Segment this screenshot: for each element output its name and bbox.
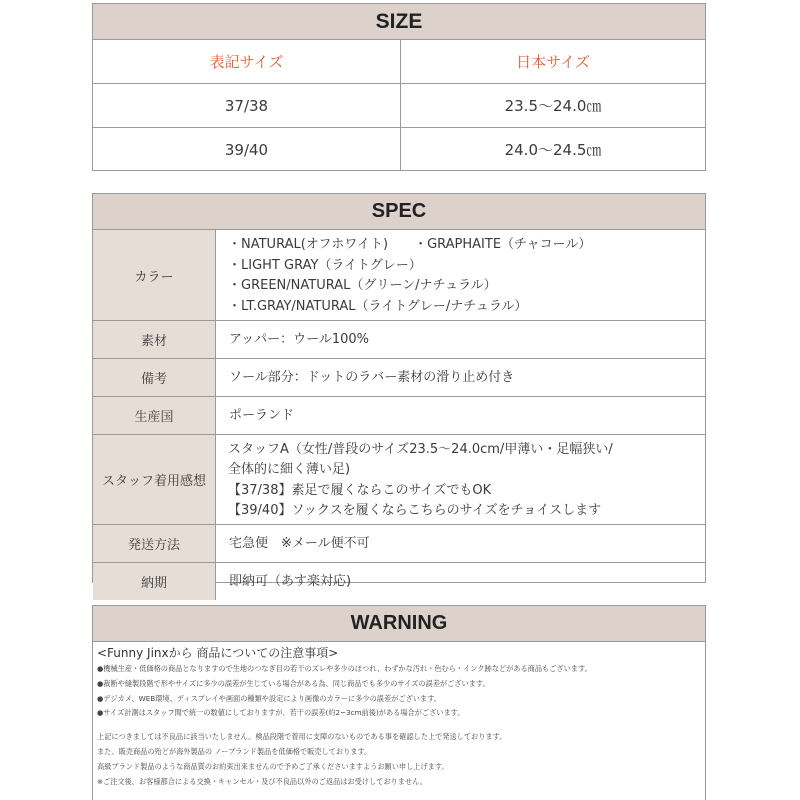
spec-row-origin <box>93 397 705 435</box>
size-label: 37/38 <box>224 96 269 115</box>
warning-bullet: ●裁断や縫製段階で形やサイズに多少の誤差が生じている場合がある為、同じ商品でも多少のサイズの誤差がございます。 <box>97 678 490 688</box>
spec-line: 【37/38】素足で履くならこのサイズでもOK <box>228 482 492 498</box>
spec-value <box>216 397 705 434</box>
spec-value <box>216 230 705 320</box>
spec-row-notes <box>93 359 705 397</box>
spec-table <box>92 193 706 591</box>
spec-line: ・GREEN/NATURAL（グリーン/ナチュラル） <box>228 278 497 293</box>
spec-label: 生産国 <box>93 397 216 434</box>
warning-box <box>92 605 706 800</box>
spec-line: ポーランド <box>229 408 295 424</box>
warning-bullet: ●機械生産・低価格の商品となりますので生地のつなぎ目の若干のズレや多少のほつれ、わずかな汚れ・色むら・インク跡などがある商品もございます。 <box>97 664 592 673</box>
spec-line: ・LT.GRAY/NATURAL（ライトグレー/ナチュラル） <box>228 298 528 314</box>
warning-body <box>93 642 705 789</box>
spec-value <box>216 321 705 358</box>
spec-line: ・LIGHT GRAY（ライトグレー） <box>228 257 422 273</box>
size-col-header-jp: 日本サイズ <box>400 40 705 83</box>
spec-value <box>216 435 705 524</box>
spec-label: 素材 <box>93 321 216 358</box>
warning-note: また、販売商品の殆どが海外製品の ノーブランド製品を低価格で販売しております。 <box>97 746 372 756</box>
size-title: SIZE <box>93 4 705 40</box>
size-label: 39/40 <box>224 140 269 159</box>
warning-note: 上記につきましては不良品に該当いたしません。検品段階で着用に支障のないものである事を確認した上で発送しております。 <box>97 732 507 742</box>
spec-line: ソール部分：ドットのラバー素材の滑り止め付き <box>229 370 515 386</box>
warning-note: ※ご注文後、お客様都合による交換・キャンセル・及び不良品以外のご返品はお受けしておりません。 <box>97 776 427 786</box>
spec-label: 備考 <box>93 359 216 396</box>
warning-bullet: ●サイズ計測はスタッフ間で統一の数値にしておりますが、若干の誤差(約2~3cm前後)がある場合がございます。 <box>97 708 465 718</box>
spec-value <box>216 525 705 562</box>
spec-value <box>216 563 705 600</box>
spec-row-delivery <box>93 563 705 600</box>
size-col-header-label: 表記サイズ <box>209 53 284 71</box>
warning-title: WARNING <box>93 606 705 642</box>
spec-title: SPEC <box>93 194 705 230</box>
size-row <box>93 84 705 128</box>
spec-line: 全体的に細く薄い足) <box>228 462 351 477</box>
spec-label: スタッフ着用感想 <box>93 435 216 524</box>
spec-line: アッパー：ウール100% <box>229 332 369 348</box>
spec-line: 即納可（あす楽対応) <box>229 574 352 590</box>
spec-line: ・NATURAL(オフホワイト) ・GRAPHAITE（チャコール） <box>228 237 592 252</box>
size-row <box>93 128 705 171</box>
warning-bullet: ●デジカメ、WEB環境、ディスプレイや画面の種類や設定により画像のカラーに多少の誤差がございます。 <box>97 693 441 703</box>
spec-row-color <box>93 230 705 321</box>
size-jp-value: 24.0～24.5㎝ <box>400 128 705 171</box>
size-header-row <box>93 40 705 84</box>
spec-line: 【39/40】ソックスを履くならこちらのサイズをチョイスします <box>228 503 602 518</box>
spec-label: 納期 <box>93 563 216 600</box>
spec-row-material <box>93 321 705 359</box>
spec-label: カラー <box>93 230 216 320</box>
warning-subtitle: <Funny Jinxから 商品についての注意事項> <box>97 646 339 660</box>
spec-row-shipping <box>93 525 705 563</box>
spec-line: 宅急便 ※メール便不可 <box>229 536 370 552</box>
spec-value <box>216 359 705 396</box>
size-jp-value: 23.5～24.0㎝ <box>400 84 705 127</box>
warning-note: 高級ブランド製品のような商品質のお約束出来ませんので予めご了承くださいますようお願い申し上げます。 <box>97 761 449 771</box>
spec-row-staff-review <box>93 435 705 525</box>
size-table <box>92 3 706 171</box>
spec-label: 発送方法 <box>93 525 216 562</box>
spec-line: スタッフA（女性/普段のサイズ23.5～24.0cm/甲薄い・足幅狭い/ <box>228 441 613 457</box>
